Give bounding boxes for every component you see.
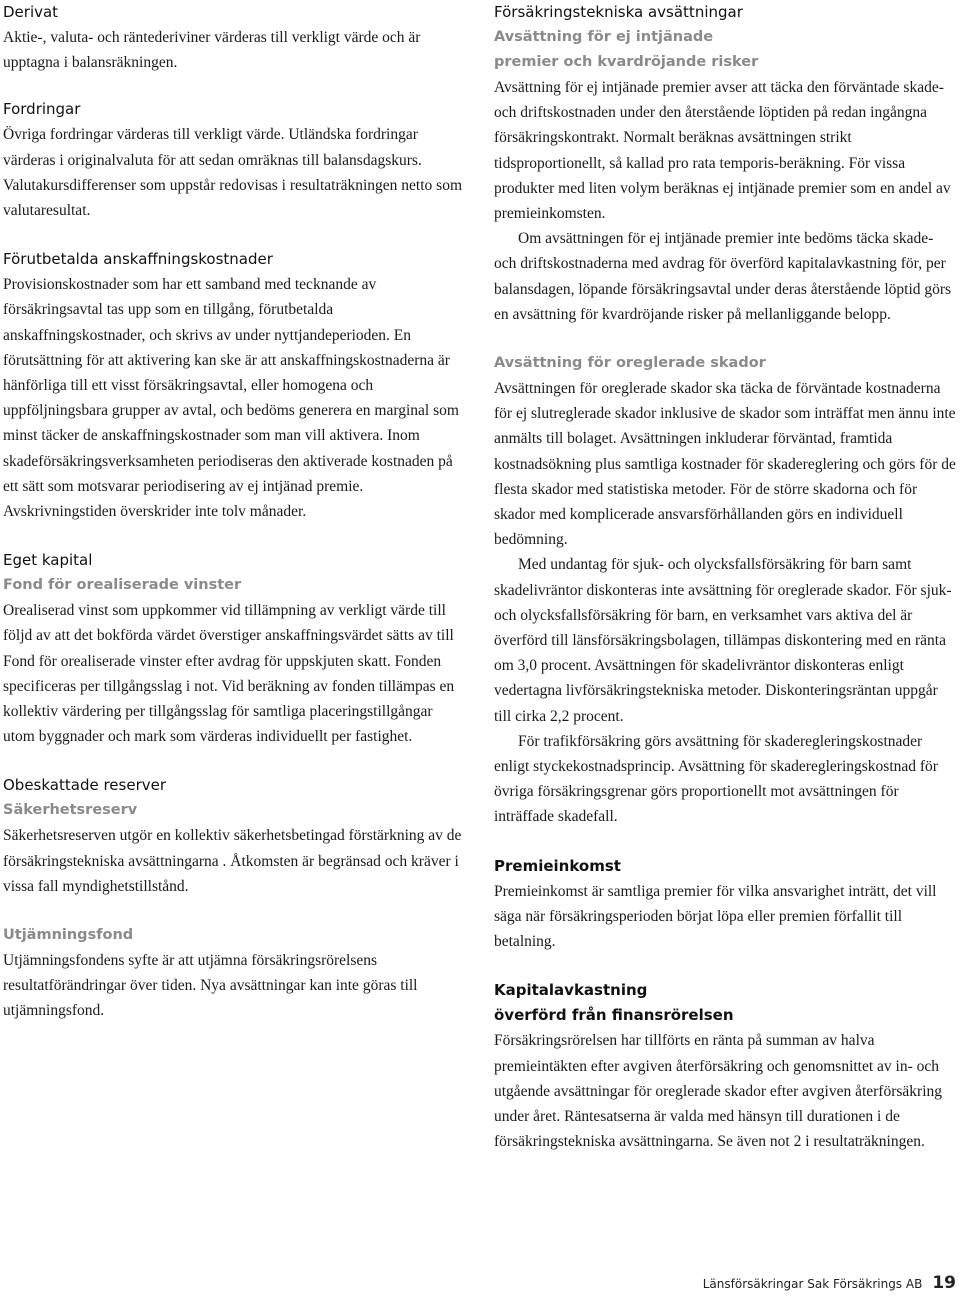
- ej-intjanade-text-1: Avsättning för ej intjänade premier avser att täcka den förväntade skade- och driftskostnaden under den återstående löptiden på redan ingångna försäkringskontrakt. Normalt beräknas avsättningen strikt tidsproportionellt, så kallad pro rata temporis-beräkning. För vissa produkter med liten volym beräknas ej intjänade premier som en andel av premieinkomsten.: [494, 79, 951, 223]
- oreglerade-text-1: Avsättningen för oreglerade skador ska täcka de förväntade kostnaderna för ej slutreglerade skador inklusive de skador som inträffat men ännu inte anmälts till bolaget. Avsättningen inkluderar förväntad, framtida kostnadsökning plus samtliga kostnader för skadereglering och görs för de flesta skador med statistiska metoder. För de större skadorna och för skador med komplicerade ansvarsförhållanden görs en individuell bedömning.: [494, 380, 956, 549]
- subheading-ej-intjanade-1: Avsättning för ej intjänade: [494, 29, 714, 45]
- fordringar-text: Övriga fordringar värderas till verkligt värde. Utländska fordringar värderas i originalvaluta för att sedan omräknas till balansdagskurs. Valutakursdifferenser som uppstår redovisas i resultaträkningen netto som valutaresultat.: [3, 126, 463, 220]
- subheading-utjamningsfond: Utjämningsfond: [3, 927, 134, 944]
- oreglerade-text-2: Med undantag för sjuk- och olycksfallsförsäkring för barn samt skadelivräntor diskonteras inte avsättning för oreglerade skador. För sjuk- och olycksfallsförsäkring för barn, en verksamhet vars aktiva del är överförd till länsförsäkringsbolagen, tillämpas diskontering med en ränta om 3,0 procent. Avsättningen för skadelivräntor diskonteras enligt vedertagna livförsäkringstekniska metoder. Diskonteringsräntan uppgår till cirka 2,2 procent.: [494, 556, 952, 725]
- heading-premieinkomst: Premieinkomst: [494, 856, 621, 875]
- eget-kapital-text: Orealiserad vinst som uppkommer vid tillämpning av verkligt värde till följd av att det bokförda värdet överstiger anskaffningsvärdet sätts av till Fond för orealiserade vinster efter avdrag för uppskjuten skatt. Fonden specificeras per tillgångsslag i not. Vid beräkning av fonden tillämpas en kollektiv värdering per tillgångsslag för samtliga placeringstillgångar utom byggnader och mark som värderas individuellt per fastighet.: [3, 602, 455, 746]
- oreglerade-text-3: För trafikförsäkring görs avsättning för skaderegleringskostnader enligt styckekostnadsprincip. Avsättning för skaderegleringskostnad för övriga försäkringsgrenar görs proportionellt mot avsättningen för inträffade skadefall.: [494, 732, 938, 826]
- ej-intjanade-text-2: Om avsättningen för ej intjänade premier inte bedöms täcka skade- och driftskostnaderna med avdrag för överförd kapitalavkastning för, per balansdagen, löpande försäkringsavtal under deras återstående löptid görs en avsättning för kvardröjande risker på mellanliggande belopp.: [494, 230, 952, 323]
- footer-company: Länsförsäkringar Sak Försäkrings AB: [702, 1277, 923, 1291]
- heading-derivat: Derivat: [3, 3, 59, 21]
- page-number: 19: [932, 1273, 956, 1293]
- heading-forutbetalda: Förutbetalda anskaffningskostnader: [3, 250, 273, 269]
- heading-eget-kapital: Eget kapital: [3, 551, 93, 570]
- heading-forsakringstekniska: Försäkringstekniska avsättningar: [494, 3, 743, 21]
- derivat-text: Aktie-, valuta- och räntederiviner värderas till verkligt värde och är upptagna i balansräkningen.: [3, 29, 421, 72]
- premieinkomst-text: Premieinkomst är samtliga premier för vilka ansvarighet inträtt, det vill säga när försäkringsperioden börjat löpa eller premien förfallit till betalning.: [494, 882, 937, 951]
- heading-kapitalavkastning-1: Kapitalavkastning: [494, 981, 648, 1000]
- heading-kapitalavkastning-2: överförd från finansrörelsen: [494, 1006, 734, 1025]
- sakerhetsreserv-text: Säkerhetsreserven utgör en kollektiv säkerhetsbetingad förstärkning av de försäkringstekniska avsättningarna . Åtkomsten är begränsad och kräver i vissa fall myndighetstillstånd.: [3, 827, 462, 895]
- heading-fordringar: Fordringar: [3, 100, 81, 119]
- subheading-orealiserade: Fond för orealiserade vinster: [3, 577, 242, 594]
- page-footer: [703, 1273, 956, 1293]
- left-column: [3, 0, 465, 1024]
- forutbetalda-text: Provisionskostnader som har ett samband med tecknande av försäkringsavtal tas upp som en tillgång, förutbetalda anskaffningskostnader, och skrivs av under nyttjandeperioden. En förutsättning för att aktivering kan ske är att anskaffningskostnaderna är hänförliga till ett visst försäkringsavtal, eller homogena och uppföljningsbara grupper av avtal, och bedöms generera en marginal som minst täcker de anskaffningskostnader som man vill aktivera. Inom skadeförsäkringsverksamheten periodiseras den aktiverade kostnaden på ett sätt som motsvarar periodisering av ej intjänad premie. Avskrivningstiden överskrider inte tolv månader.: [3, 276, 459, 521]
- utjamningsfond-text: Utjämningsfondens syfte är att utjämna försäkringsrörelsens resultatförändringar över tiden. Nya avsättningar kan inte göras till utjämningsfond.: [3, 952, 418, 1020]
- kapitalavkastning-text: Försäkringsrörelsen har tillförts en ränta på summan av halva premieintäkten efter avgiven återförsäkring och genomsnittet av in- och utgående avsättningar för oreglerade skador efter avgiven återförsäkring under året. Räntesatserna är valda med hänsyn till durationen i de försäkringstekniska avsättningarna. Se även not 2 i resultaträkningen.: [494, 1032, 943, 1151]
- right-column: [494, 0, 956, 1154]
- subheading-sakerhetsreserv: Säkerhetsreserv: [3, 802, 138, 819]
- subheading-ej-intjanade-2: premier och kvardröjande risker: [494, 54, 759, 70]
- heading-obeskattade: Obeskattade reserver: [3, 776, 167, 795]
- subheading-oreglerade: Avsättning för oreglerade skador: [494, 355, 766, 372]
